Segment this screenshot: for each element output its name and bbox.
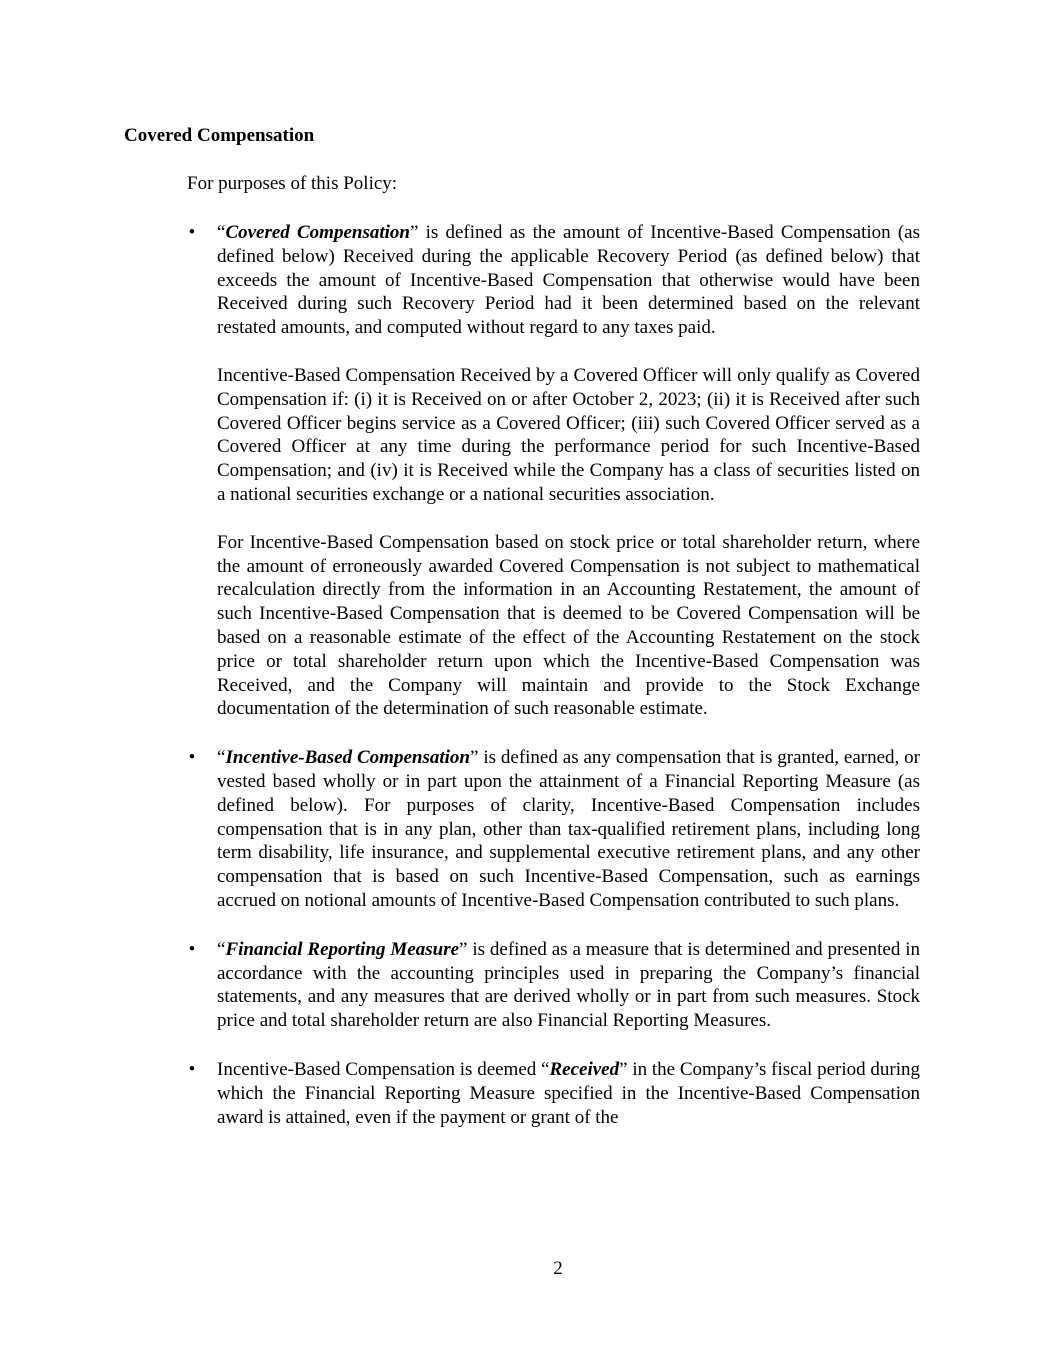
list-item-financial-reporting-measure [188, 938, 920, 1033]
open-quote: “ [541, 1058, 550, 1080]
qualification-paragraph: Incentive-Based Compensation Received by a Covered Officer will only qualify as Covered Compensation if: (i) it is Received on or after October 2, 2023; (ii) it is Received after such Covered Officer begins service as a Covered Officer; (iii) such Covered Officer served as a Covered Officer at any time during the performance period for such Incentive-Based Compensation; and (iv) it is Received while the Company has a class of securities listed on a national securities exchange or a national securities association. [217, 364, 920, 505]
definition-paragraph [217, 746, 920, 913]
defined-term: Received [549, 1058, 620, 1080]
section-heading: Covered Compensation [124, 125, 315, 146]
list-item-received [188, 1058, 920, 1129]
list-item-covered-compensation [188, 221, 920, 721]
definition-paragraph [217, 1058, 920, 1129]
list-item-incentive-based-compensation [188, 746, 920, 913]
page-number: 2 [553, 1258, 563, 1279]
definition-paragraph [217, 938, 920, 1033]
bullet-icon: • [188, 1058, 196, 1080]
open-quote: “ [217, 747, 226, 769]
definition-prefix: Incentive-Based Compensation is deemed [217, 1058, 542, 1080]
definition-text: is defined as the amount of Incentive-Based Compensation (as defined below) Received during the applicable Recovery Period (as defined below) that exceeds the amount of Incentive-Based Compensation that otherwise would have been Received during such Recovery Period had it been determined based on the relevant restated amounts, and computed without regard to any taxes paid. [217, 222, 920, 339]
defined-term: Financial Reporting Measure [225, 938, 460, 960]
close-quote: ” [469, 747, 479, 769]
definition-paragraph [217, 221, 920, 340]
estimate-paragraph: For Incentive-Based Compensation based on stock price or total shareholder return, where the amount of erroneously awarded Covered Compensation is not subject to mathematical recalculation directly from the information in an Accounting Restatement, the amount of such Incentive-Based Compensation that is deemed to be Covered Compensation will be based on a reasonable estimate of the effect of the Accounting Restatement on the stock price or total shareholder return upon which the Incentive-Based Compensation was Received, and the Company will maintain and provide to the Stock Exchange documentation of the determination of such reasonable estimate. [217, 531, 920, 720]
defined-term: Incentive-Based Compensation [225, 747, 470, 769]
definition-text: is defined as any compensation that is granted, earned, or vested based wholly or in part upon the attainment of a Financial Reporting Measure (as defined below). For purposes of clarity, Incentive-Based Compensation includes compensation that is in any plan, other than tax-qualified retirement plans, including long term disability, life insurance, and supplemental executive retirement plans, and any other compensation that is based on such Incentive-Based Compensation, such as earnings accrued on notional amounts of Incentive-Based Compensation contributed to such plans. [217, 747, 920, 911]
intro-text: For purposes of this Policy: [187, 173, 398, 194]
close-quote: ” [409, 222, 419, 243]
open-quote: “ [217, 938, 226, 960]
close-quote: ” [619, 1058, 628, 1080]
defined-term: Covered Compensation [225, 222, 410, 243]
close-quote: ” [459, 938, 468, 960]
open-quote: “ [217, 222, 226, 243]
bullet-icon: • [188, 747, 196, 769]
definition-text: is defined as a measure that is determined and presented in accordance with the accounting principles used in preparing the Company’s financial statements, and any measures that are derived wholly or in part from such measures. Stock price and total shareholder return are also Financial Reporting Measures. [217, 938, 920, 1032]
bullet-icon: • [188, 938, 196, 960]
bullet-icon: • [188, 222, 196, 243]
definitions-list [188, 221, 920, 1154]
definition-text: in the Company’s fiscal period during which the Financial Reporting Measure specified in the Incentive-Based Compensation award is attained, even if the payment or grant of the [217, 1058, 920, 1128]
